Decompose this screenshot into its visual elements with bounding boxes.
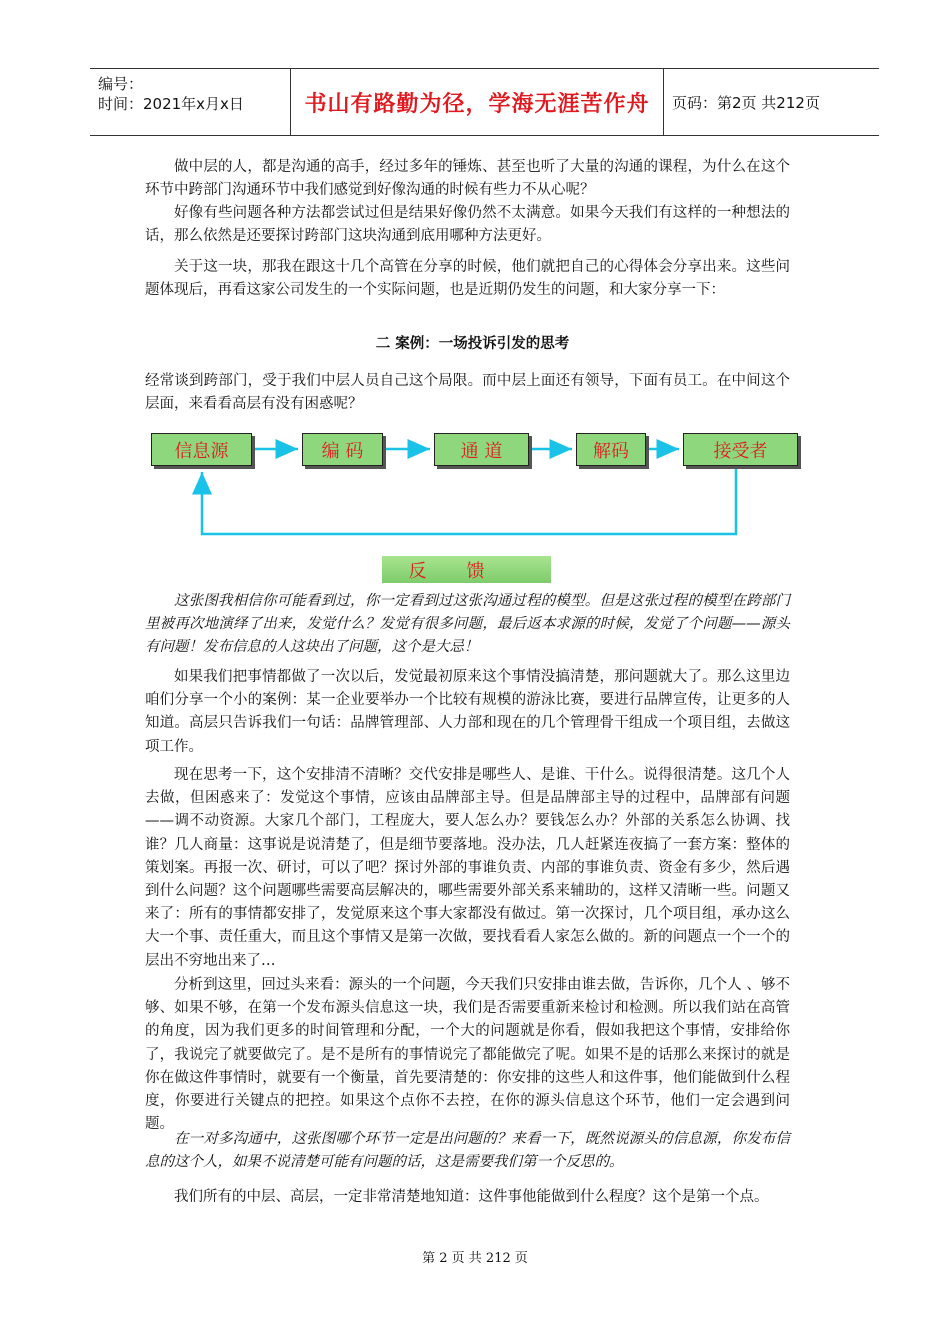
node-encode: 编 码 — [302, 433, 383, 466]
feedback-loop-line — [202, 468, 736, 534]
section-title: 二 案例：一场投诉引发的思考 — [375, 336, 570, 352]
number-label: 编号： — [98, 75, 144, 93]
page-footer: 第 2 页 共 212 页 — [422, 1251, 528, 1266]
diagram-caption: 这张图我相信你可能看到过，你一定看到过这张沟通过程的模型。但是这张过程的模型在跨部门里被再次地演绎了出来，发觉什么？发觉有很多问题，最后返本求源的时候，发觉了个问题——源头有问题！发布信息的人这块出了问题，这个是大忌！ — [145, 593, 790, 656]
header-motto: 书山有路勤为径，学海无涯苦作舟 — [304, 91, 650, 117]
feedback-label: 反馈 — [382, 556, 551, 583]
body-paragraph: 现在思考一下，这个安排清不清晰？交代安排是哪些人、是谁、干什么。说得很清楚。这几个人去做，但困惑来了：发觉这个事情，应该由品牌部主导。但是品牌部主导的过程中，品牌部有问题——调不动资源。大家几个部门，工程庞大，要人怎么办？要钱怎么办？外部的关系怎么协调、找谁？几人商量：这事说是说清楚了，但是细节要落地。没办法，几人赶紧连夜搞了一套方案：整体的策划案。再报一次、研讨，可以了吧？探讨外部的事谁负责、内部的事谁负责、资金有多少，然后遇到什么问题？这个问题哪些需要高层解决的，哪些需要外部关系来辅助的，这样又清晰一些。问题又来了：所有的事情都安排了，发觉原来这个事大家都没有做过。第一次探讨，几个项目组，承办这么大一个事、责任重大，而且这个事情又是第一次做，要找看看人家怎么做的。新的问题点一个一个的层出不穷地出来了… — [145, 767, 790, 969]
question-paragraph: 在一对多沟通中，这张图哪个环节一定是出问题的？来看一下，既然说源头的信息源，你发布信息的这个人，如果不说清楚可能有问题的话，这是需要我们第一个反思的。 — [145, 1131, 790, 1171]
paragraph: 做中层的人，都是沟通的高手，经过多年的锤炼、甚至也听了大量的沟通的课程，为什么在这个环节中跨部门沟通环节中我们感觉到好像沟通的时候有些力不从心呢？ — [145, 159, 790, 199]
page-header — [90, 68, 879, 136]
time-label: 时间：2021年x月x日 — [98, 95, 244, 113]
paragraph: 关于这一块，那我在跟这十几个高管在分享的时候，他们就把自己的心得体会分享出来。这些问题体现后，再看这家公司发生的一个实际问题，也是近期仍发生的问题，和大家分享一下： — [145, 259, 790, 299]
body-paragraph: 分析到这里，回过头来看：源头的一个问题，今天我们只安排由谁去做，告诉你，几个人 、够不够、如果不够，在第一个发布源头信息这一块，我们是否需要重新来检讨和检测。所以我们站在高管的角度，因为我们更多的时间管理和分配，一个大的问题就是你看，假如我把这个事情，安排给你了，我说完了就要做完了。是不是所有的事情说完了都能做完了呢。如果不是的话那么来探讨的就是你在做这件事情时，就要有一个衡量，首先要清楚的：你安排的这些人和这件事，他们能做到什么程度，你要进行关键点的把控。如果这个点你不去控，在你的源头信息这个环节，他们一定会遇到问题。 — [145, 977, 790, 1133]
header-meta — [90, 69, 290, 135]
closing-paragraph: 我们所有的中层、高层，一定非常清楚地知道：这件事他能做到什么程度？这个是第一个点。 — [174, 1189, 769, 1205]
intro-paragraph: 经常谈到跨部门，受于我们中层人员自己这个局限。而中层上面还有领导，下面有员工。在中间这个层面，来看看高层有没有困惑呢？ — [145, 373, 790, 413]
page-info: 页码：第2页 共212页 — [672, 93, 820, 112]
node-decode: 解码 — [576, 433, 646, 466]
body-paragraph: 如果我们把事情都做了一次以后，发觉最初原来这个事情没搞清楚，那问题就大了。那么这里边咱们分享一个小的案例：某一企业要举办一个比较有规模的游泳比赛，要进行品牌宣传，让更多的人知道。高层只告诉我们一句话：品牌管理部、人力部和现在的几个管理骨干组成一个项目组，去做这项工作。 — [145, 669, 790, 755]
node-source: 信息源 — [151, 433, 252, 466]
header-divider — [663, 69, 664, 135]
node-receiver: 接受者 — [683, 433, 798, 466]
paragraph: 好像有些问题各种方法都尝试过但是结果好像仍然不太满意。如果今天我们有这样的一种想法的话，那么依然是还要探讨跨部门这块沟通到底用哪种方法更好。 — [145, 205, 790, 245]
node-channel: 通 道 — [434, 433, 529, 466]
